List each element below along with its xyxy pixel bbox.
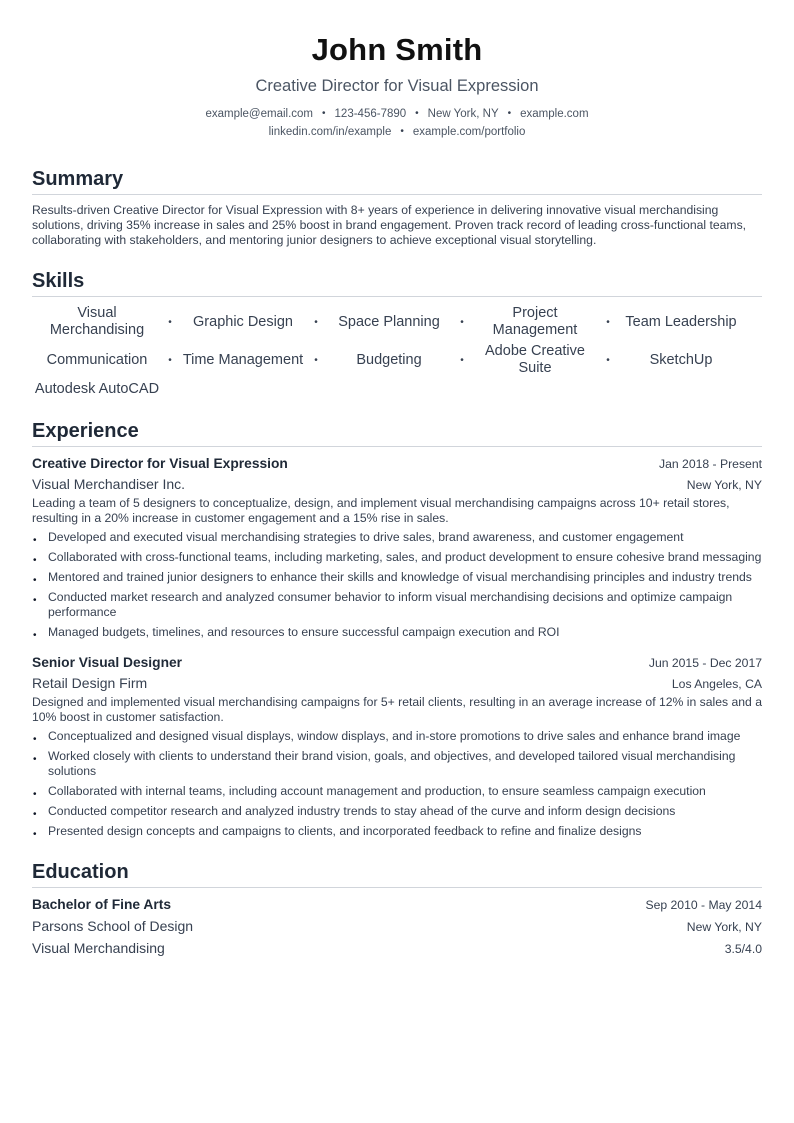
list-item: • Collaborated with cross-functional teams, including marketing, sales, and product development to ensure cohesive brand messaging bbox=[33, 550, 762, 566]
candidate-name: John Smith bbox=[311, 32, 483, 67]
contact-separator: • bbox=[415, 108, 419, 119]
skill-item: Visual Merchandising bbox=[49, 305, 145, 338]
contact-phone[interactable]: 123-456-7890 bbox=[334, 108, 407, 120]
skill-separator: • bbox=[460, 354, 464, 366]
list-item: • Conducted market research and analyzed consumer behavior to inform visual merchandising decisions and optimize campaign performance bbox=[33, 590, 733, 619]
skill-separator: • bbox=[168, 354, 172, 366]
bullet-icon: • bbox=[33, 734, 37, 745]
skill-item: Autodesk AutoCAD bbox=[34, 381, 160, 397]
skill-separator: • bbox=[460, 316, 464, 328]
bullet-icon: • bbox=[33, 829, 37, 840]
skill-item: Budgeting bbox=[356, 351, 422, 368]
candidate-headline: Creative Director for Visual Expression bbox=[255, 77, 539, 95]
contact-line-2 bbox=[32, 124, 762, 140]
education-degree: Bachelor of Fine Arts bbox=[32, 897, 172, 912]
experience-section bbox=[32, 418, 762, 839]
list-item: • Collaborated with internal teams, including account management and production, to ensure seamless campaign execution bbox=[33, 784, 706, 800]
bullet-icon: • bbox=[33, 630, 37, 641]
list-item: • Developed and executed visual merchandising strategies to drive sales, brand awareness, and customer engagement bbox=[33, 530, 684, 546]
education-dates: Sep 2010 - May 2014 bbox=[645, 898, 762, 912]
job-role: Creative Director for Visual Expression bbox=[32, 456, 288, 471]
education-gpa: 3.5/4.0 bbox=[724, 942, 762, 956]
skill-item: Space Planning bbox=[338, 313, 440, 330]
education-school: Parsons School of Design bbox=[32, 918, 194, 934]
resume-page bbox=[32, 30, 762, 959]
section-title-summary: Summary bbox=[32, 166, 762, 195]
skills-section bbox=[32, 268, 762, 398]
contact-line-1 bbox=[32, 106, 762, 122]
summary-text: Results-driven Creative Director for Visual Expression with 8+ years of experience in delivering innovative visual merchandising solutions, driving 35% increase in sales and 25% boost in brand engagement. Proven track record of leading cross-functional teams, collaborating with stakeholders, and mentoring junior designers to achieve exceptional visual storytelling. bbox=[32, 203, 747, 247]
job-location: New York, NY bbox=[686, 478, 762, 492]
bullet-icon: • bbox=[33, 809, 37, 820]
skill-separator: • bbox=[606, 354, 610, 366]
contact-separator: • bbox=[507, 108, 512, 119]
contact-linkedin[interactable]: linkedin.com/in/example bbox=[268, 126, 392, 138]
skill-item: Team Leadership bbox=[625, 313, 737, 330]
education-entry bbox=[32, 896, 762, 959]
job-summary: Designed and implemented visual merchandising campaigns for 5+ retail clients, resulting in an average increase of 12% in sales and a 10% boost in customer satisfaction. bbox=[32, 695, 762, 724]
bullet-icon: • bbox=[33, 595, 37, 606]
job-summary: Leading a team of 5 designers to conceptualize, design, and implement visual merchandising campaigns across 10+ retail stores, resulting in a 20% increase in customer engagement and a 15% rise in sales. bbox=[32, 496, 730, 525]
contact-website[interactable]: example.com bbox=[520, 108, 589, 120]
education-field: Visual Merchandising bbox=[32, 940, 165, 956]
list-item: • Mentored and trained junior designers to enhance their skills and knowledge of visual merchandising principles and industry trends bbox=[33, 570, 752, 586]
contact-location: New York, NY bbox=[427, 108, 499, 120]
skill-item: SketchUp bbox=[649, 351, 713, 368]
section-title-experience: Experience bbox=[32, 418, 762, 447]
section-title-skills: Skills bbox=[32, 268, 762, 297]
job-bullets bbox=[32, 729, 762, 839]
list-item: • Conducted competitor research and analyzed industry trends to stay ahead of the curve and inform design decisions bbox=[33, 804, 676, 820]
list-item: • Conceptualized and designed visual displays, window displays, and in-store promotions to drive sales and enhance brand image bbox=[33, 729, 741, 745]
job-dates: Jan 2018 - Present bbox=[659, 457, 762, 471]
summary-section bbox=[32, 166, 762, 248]
bullet-icon: • bbox=[33, 555, 37, 566]
job-entry bbox=[32, 455, 762, 640]
bullet-icon: • bbox=[33, 754, 37, 765]
skill-separator: • bbox=[314, 354, 318, 366]
education-location: New York, NY bbox=[686, 920, 762, 934]
skill-separator: • bbox=[606, 316, 610, 328]
skills-grid bbox=[32, 305, 762, 398]
list-item: • Managed budgets, timelines, and resources to ensure successful campaign execution and ROI bbox=[33, 625, 560, 641]
section-title-education: Education bbox=[32, 859, 762, 888]
bullet-icon: • bbox=[33, 575, 37, 586]
job-dates: Jun 2015 - Dec 2017 bbox=[648, 656, 762, 670]
list-item: • Presented design concepts and campaigns to clients, and incorporated feedback to refine and finalize designs bbox=[33, 824, 642, 840]
skill-separator: • bbox=[314, 316, 318, 328]
job-entry bbox=[32, 654, 762, 839]
contact-separator: • bbox=[400, 126, 404, 137]
contact-email[interactable]: example@email.com bbox=[205, 108, 314, 120]
job-location: Los Angeles, CA bbox=[671, 677, 762, 691]
job-company: Retail Design Firm bbox=[32, 675, 148, 691]
contact-portfolio[interactable]: example.com/portfolio bbox=[412, 126, 526, 138]
skill-separator: • bbox=[168, 316, 172, 328]
contact-separator: • bbox=[322, 108, 326, 119]
skill-item: Communication bbox=[46, 351, 148, 368]
bullet-icon: • bbox=[33, 789, 37, 800]
education-section bbox=[32, 859, 762, 959]
resume-header bbox=[32, 30, 762, 140]
list-item: • Worked closely with clients to understand their brand vision, goals, and objectives, and developed tailored visual merchandising solutions bbox=[33, 749, 736, 778]
job-company: Visual Merchandiser Inc. bbox=[32, 476, 186, 492]
skill-item: Graphic Design bbox=[193, 313, 293, 330]
skill-item: Adobe Creative Suite bbox=[485, 343, 585, 376]
bullet-icon: • bbox=[33, 535, 37, 546]
job-bullets bbox=[32, 530, 762, 640]
job-role: Senior Visual Designer bbox=[32, 655, 183, 670]
skill-item: Time Management bbox=[182, 351, 304, 368]
skill-item: Project Management bbox=[492, 305, 578, 338]
